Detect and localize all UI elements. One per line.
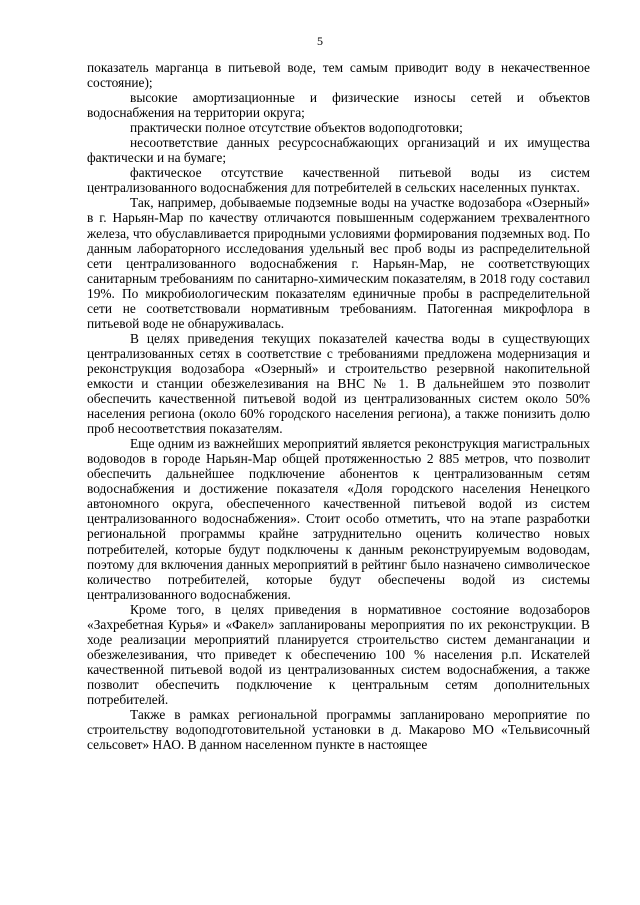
paragraph: практически полное отсутствие объектов водоподготовки; [130, 120, 463, 136]
paragraph: В целях приведения текущих показателей качества воды в существующих централизованных сетях в соответствие с требованиями предложена модернизация и реконструкция водозабора «Озерный» и строительство резервной накопительной емкости и станции обезжелезивания на ВНС № 1. В дальнейшем это позволит обеспечить качественной питьевой водой из централизованных систем около 50% населения региона (около 60% городского населения региона), а также понизить долю проб несоответствия показателям. [87, 330, 590, 437]
paragraph: высокие амортизационные и физические износы сетей и объектов водоснабжения на территории округа; [87, 90, 590, 121]
body-text [87, 60, 590, 752]
paragraph: Также в рамках региональной программы запланировано мероприятие по строительству водоподготовительной установки в д. Макарово МО «Тельвисочный сельсовет» НАО. В данном населенном пункте в настоящее [87, 707, 590, 753]
paragraph: Так, например, добываемые подземные воды на участке водозабора «Озерный» в г. Нарьян-Мар по качеству отличаются повышенным содержанием трехвалентного железа, что обуславливается природными условиями формирования подземных вод. По данным лабораторного исследования удельный вес проб воды из распределительной сети централизованного водоснабжения г. Нарьян-Мар, не соответствующих санитарным требованиям по санитарно-химическим показателям, в 2018 году составил 19%. По микробиологическим показателям единичные пробы в распределительной сети не соответствовали нормативным требованиям. Патогенная микрофлора в питьевой воде не обнаруживалась. [87, 195, 590, 331]
paragraph: несоответствие данных ресурсоснабжающих организаций и их имущества фактически и на бумаге; [87, 135, 590, 166]
paragraph: фактическое отсутствие качественной питьевой воды из систем централизованного водоснабжения для потребителей в сельских населенных пунктах. [87, 165, 590, 196]
paragraph: Кроме того, в целях приведения в нормативное состояние водозаборов «Захребетная Курья» и «Факел» запланированы мероприятия по их реконструкции. В ходе реализации мероприятий планируется строительство систем деманганации и обезжелезивания, что приведет к обеспечению 100 % населения р.п. Искателей качественной питьевой водой из централизованных систем водоснабжения, а также позволит обеспечить подключение к центральным сетям дополнительных потребителей. [87, 601, 590, 707]
page-number: 5 [317, 34, 323, 48]
paragraph: Еще одним из важнейших мероприятий является реконструкция магистральных водоводов в городе Нарьян-Мар общей протяженностью 2 885 метров, что позволит обеспечить дальнейшее подключение абонентов к централизованным сетям водоснабжения и достижение показателя «Доля городского населения Ненецкого автономного округа, обеспеченного качественной питьевой водой из систем централизованного водоснабжения». Стоит особо отметить, что на этапе разработки региональной программы крайне затруднительно оценить количество новых потребителей, которые будут подключены к данным реконструируемым водоводам, поэтому для включения данных мероприятий в рейтинг было назначено символическое количество потребителей, которые будут обеспечены водой из системы централизованного водоснабжения. [87, 436, 590, 602]
paragraph: показатель марганца в питьевой воде, тем самым приводит воду в некачественное состояние); [87, 60, 590, 91]
